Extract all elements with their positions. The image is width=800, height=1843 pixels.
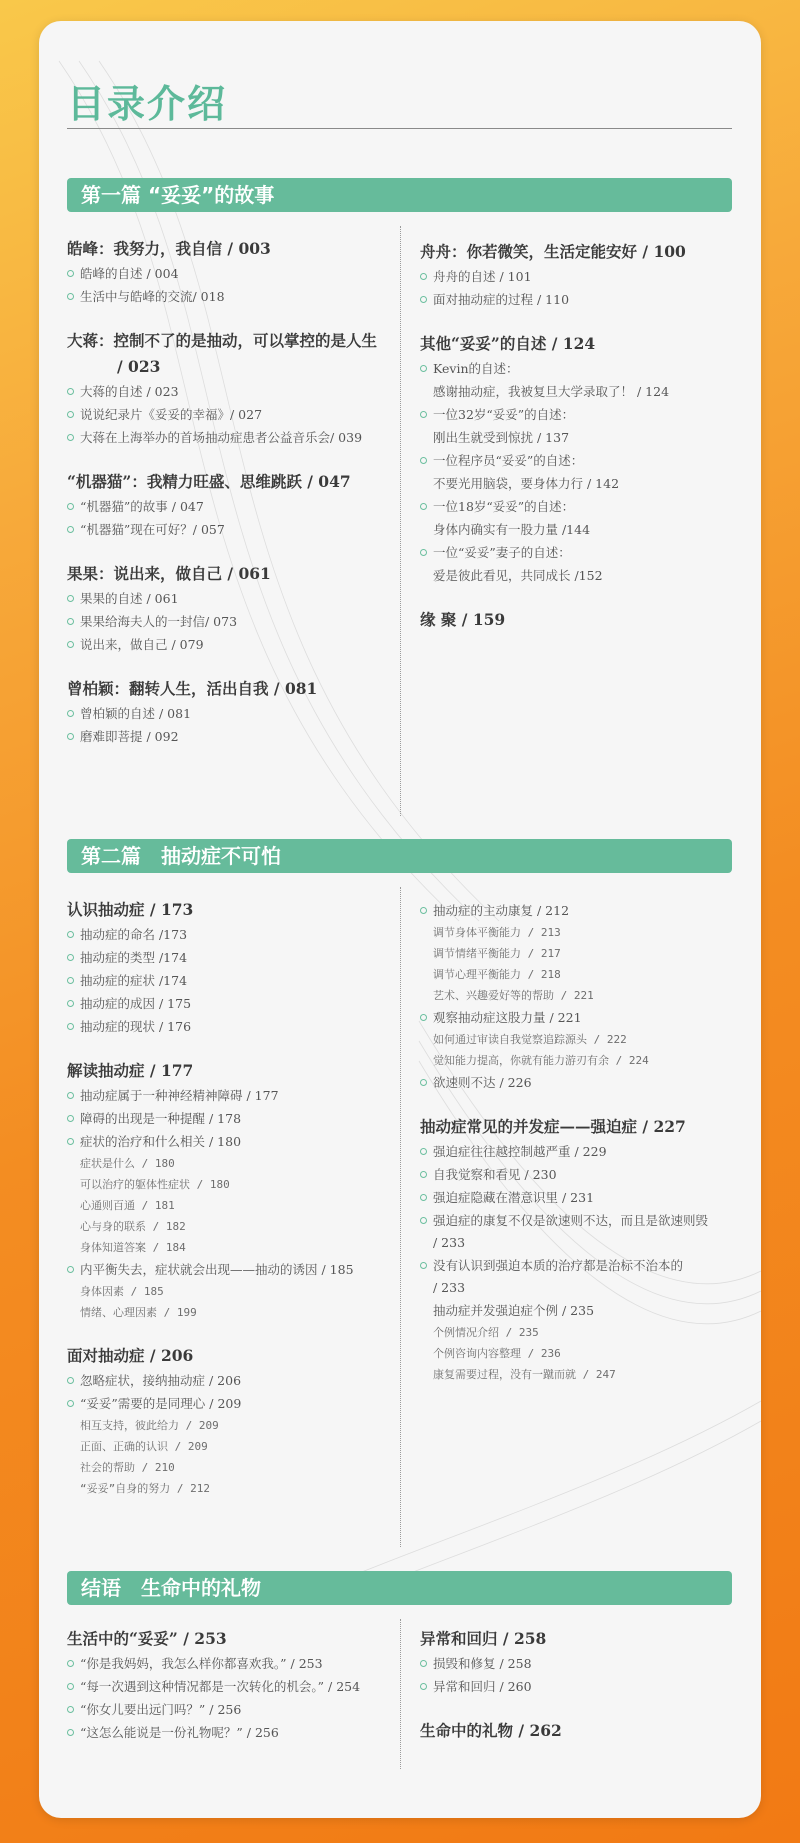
toc-card [39, 21, 761, 1818]
toc-item[interactable] [420, 357, 740, 403]
toc-item[interactable]: 果果给海夫人的一封信/ 073 [67, 610, 387, 633]
toc-item[interactable]: 症状的治疗和什么相关 / 180 [67, 1130, 387, 1153]
toc-subitem[interactable]: 情绪、心理因素 / 199 [80, 1306, 197, 1319]
part3-right-column [420, 1626, 740, 1744]
toc-subitem[interactable]: 康复需要过程，没有一蹴而就 / 247 [433, 1368, 616, 1381]
column-divider [400, 226, 401, 816]
chapter-title[interactable]: 曾柏颖：翻转人生，活出自我 / 081 [67, 679, 318, 698]
toc-item[interactable]: 抽动症的成因 / 175 [67, 992, 387, 1015]
toc-item-label: 一位32岁“妥妥”的自述： [433, 407, 575, 422]
toc-item[interactable]: 果果的自述 / 061 [67, 587, 387, 610]
toc-item[interactable] [420, 541, 740, 587]
toc-item[interactable]: 欲速则不达 / 226 [420, 1071, 740, 1094]
toc-item[interactable]: 抽动症的命名 /173 [67, 923, 387, 946]
toc-item[interactable]: 面对抽动症的过程 / 110 [420, 288, 740, 311]
chapter-title[interactable]: 抽动症常见的并发症——强迫症 / 227 [420, 1117, 686, 1136]
chapter-title[interactable]: 果果：说出来，做自己 / 061 [67, 564, 271, 583]
toc-item[interactable]: 舟舟的自述 / 101 [420, 265, 740, 288]
toc-subitem[interactable]: 调节身体平衡能力 / 213 [433, 926, 561, 939]
toc-item-label: 一位“妥妥”妻子的自述： [433, 545, 571, 560]
toc-item-continuation: / 233 [433, 1280, 466, 1295]
toc-subitem[interactable]: 社会的帮助 / 210 [80, 1461, 175, 1474]
toc-item-detail: 身体内确实有一股力量 /144 [433, 522, 591, 537]
toc-item[interactable]: 抽动症的现状 / 176 [67, 1015, 387, 1038]
toc-item[interactable]: 生活中与皓峰的交流/ 018 [67, 285, 387, 308]
toc-item[interactable]: 抽动症的主动康复 / 212 [420, 899, 740, 922]
toc-item[interactable]: 皓峰的自述 / 004 [67, 262, 387, 285]
toc-item[interactable]: 内平衡失去，症状就会出现——抽动的诱因 / 185 [67, 1258, 387, 1281]
toc-subitem[interactable]: 相互支持，彼此给力 / 209 [80, 1419, 219, 1432]
toc-item[interactable]: 损毁和修复 / 258 [420, 1652, 740, 1675]
part1-left-column [67, 236, 387, 748]
toc-item[interactable]: 自我觉察和看见 / 230 [420, 1163, 740, 1186]
part2-right-column [420, 899, 740, 1385]
toc-item[interactable] [420, 403, 740, 449]
chapter-title[interactable]: 异常和回归 / 258 [420, 1629, 547, 1648]
chapter-title[interactable]: 认识抽动症 / 173 [67, 900, 194, 919]
part3-left-column [67, 1626, 387, 1744]
toc-subitem[interactable]: 心与身的联系 / 182 [80, 1220, 186, 1233]
toc-subitem[interactable]: 症状是什么 / 180 [80, 1157, 175, 1170]
title-divider [67, 128, 732, 129]
toc-subitem[interactable]: 心通则百通 / 181 [80, 1199, 175, 1212]
toc-item[interactable]: “这怎么能说是一份礼物呢？” / 256 [67, 1721, 387, 1744]
toc-item[interactable]: “妥妥”需要的是同理心 / 209 [67, 1392, 387, 1415]
toc-item[interactable]: 强迫症隐藏在潜意识里 / 231 [420, 1186, 740, 1209]
part1-right-column [420, 239, 740, 633]
toc-item[interactable]: 观察抽动症这股力量 / 221 [420, 1006, 740, 1029]
toc-item[interactable]: 抽动症属于一种神经精神障碍 / 177 [67, 1084, 387, 1107]
toc-item[interactable]: 强迫症的康复不仅是欲速则不达，而且是欲速则毁 [420, 1209, 740, 1232]
toc-subitem[interactable]: 艺术、兴趣爱好等的帮助 / 221 [433, 989, 594, 1002]
part2-left-column [67, 897, 387, 1499]
chapter-title[interactable]: 生活中的“妥妥” / 253 [67, 1629, 227, 1648]
toc-item[interactable]: “机器猫”的故事 / 047 [67, 495, 387, 518]
toc-item-detail: 爱是彼此看见，共同成长 /152 [433, 568, 603, 583]
toc-item-label: 一位18岁“妥妥”的自述： [433, 499, 575, 514]
chapter-title[interactable]: 面对抽动症 / 206 [67, 1346, 194, 1365]
toc-item[interactable]: 抽动症的症状 /174 [67, 969, 387, 992]
chapter-title[interactable]: 解读抽动症 / 177 [67, 1061, 194, 1080]
toc-item[interactable]: “你女儿要出远门吗？” / 256 [67, 1698, 387, 1721]
toc-item[interactable]: 没有认识到强迫本质的治疗都是治标不治本的 [420, 1254, 740, 1277]
toc-item[interactable]: 强迫症往往越控制越严重 / 229 [420, 1140, 740, 1163]
column-divider [400, 887, 401, 1547]
toc-item-label: 一位程序员“妥妥”的自述： [433, 453, 584, 468]
toc-item[interactable]: “机器猫”现在可好？/ 057 [67, 518, 387, 541]
toc-item[interactable]: 磨难即菩提 / 092 [67, 725, 387, 748]
toc-item[interactable]: 抽动症的类型 /174 [67, 946, 387, 969]
toc-subitem[interactable]: 觉知能力提高，你就有能力游刃有余 / 224 [433, 1054, 649, 1067]
column-divider [400, 1619, 401, 1769]
toc-item[interactable]: “你是我妈妈，我怎么样你都喜欢我。” / 253 [67, 1652, 387, 1675]
toc-item[interactable]: 异常和回归 / 260 [420, 1675, 740, 1698]
chapter-title[interactable]: 大蒋：控制不了的是抽动，可以掌控的是人生 / 023 [67, 331, 378, 376]
toc-item[interactable]: 大蒋在上海举办的首场抽动症患者公益音乐会/ 039 [67, 426, 387, 449]
toc-item[interactable] [420, 449, 740, 495]
toc-item[interactable] [420, 495, 740, 541]
chapter-title[interactable]: 其他“妥妥”的自述 / 124 [420, 334, 596, 353]
toc-item[interactable]: 说说纪录片《妥妥的幸福》/ 027 [67, 403, 387, 426]
toc-item-detail: 感谢抽动症，我被复旦大学录取了！ / 124 [433, 384, 670, 399]
toc-subitem[interactable]: 如何通过审读自我觉察追踪源头 / 222 [433, 1033, 627, 1046]
chapter-title[interactable]: 皓峰：我努力，我自信 / 003 [67, 239, 271, 258]
toc-item-continuation: / 233 [433, 1235, 466, 1250]
chapter-title[interactable]: 生命中的礼物 / 262 [420, 1721, 562, 1740]
chapter-title[interactable]: “机器猫”：我精力旺盛、思维跳跃 / 047 [67, 472, 351, 491]
toc-item[interactable]: 曾柏颖的自述 / 081 [67, 702, 387, 725]
toc-subitem[interactable]: 正面、正确的认识 / 209 [80, 1440, 208, 1453]
toc-subitem[interactable]: 身体知道答案 / 184 [80, 1241, 186, 1254]
chapter-title[interactable]: 舟舟：你若微笑，生活定能安好 / 100 [420, 242, 686, 261]
toc-item[interactable]: 抽动症并发强迫症个例 / 235 [433, 1303, 595, 1318]
toc-item[interactable]: 说出来，做自己 / 079 [67, 633, 387, 656]
part2-banner: 第二篇 抽动症不可怕 [67, 839, 732, 873]
toc-item[interactable]: 忽略症状，接纳抽动症 / 206 [67, 1369, 387, 1392]
toc-item-detail: 不要光用脑袋，要身体力行 / 142 [433, 476, 620, 491]
toc-subitem[interactable]: 个例咨询内容整理 / 236 [433, 1347, 561, 1360]
toc-subitem[interactable]: 个例情况介绍 / 235 [433, 1326, 539, 1339]
toc-item-detail: 刚出生就受到惊扰 / 137 [433, 430, 570, 445]
toc-subitem[interactable]: 调节情绪平衡能力 / 217 [433, 947, 561, 960]
part3-banner: 结语 生命中的礼物 [67, 1571, 732, 1605]
toc-item[interactable]: 大蒋的自述 / 023 [67, 380, 387, 403]
toc-subitem[interactable]: “妥妥”自身的努力 / 212 [80, 1482, 210, 1495]
toc-item[interactable]: “每一次遇到这种情况都是一次转化的机会。” / 254 [67, 1675, 387, 1698]
chapter-title[interactable]: 缘 聚 / 159 [420, 610, 506, 629]
toc-subitem[interactable]: 调节心理平衡能力 / 218 [433, 968, 561, 981]
part1-banner: 第一篇 “妥妥”的故事 [67, 178, 732, 212]
page-title: 目录介绍 [67, 82, 228, 126]
toc-subitem[interactable]: 可以治疗的躯体性症状 / 180 [80, 1178, 230, 1191]
toc-item-label: Kevin的自述： [433, 361, 519, 376]
toc-subitem[interactable]: 身体因素 / 185 [80, 1285, 164, 1298]
toc-item[interactable]: 障碍的出现是一种提醒 / 178 [67, 1107, 387, 1130]
